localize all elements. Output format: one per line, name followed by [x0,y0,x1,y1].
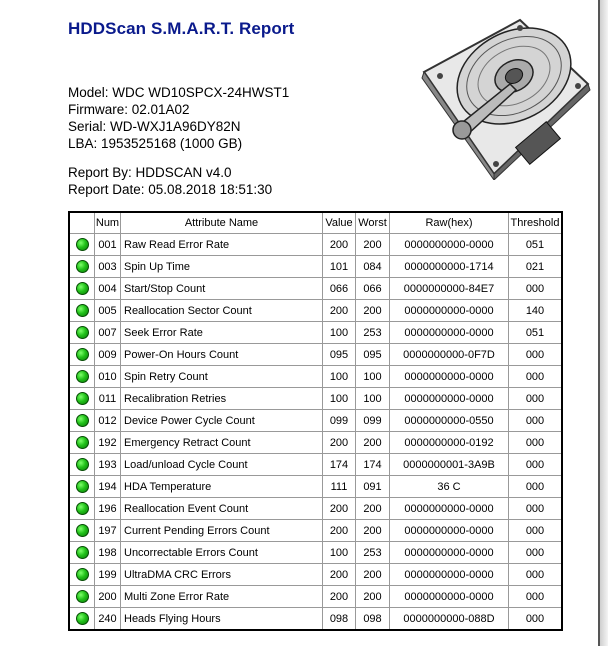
green-status-icon [76,480,89,493]
attribute-value: 100 [323,366,356,388]
attribute-worst: 100 [356,388,390,410]
attribute-value: 200 [323,300,356,322]
green-status-icon [76,590,89,603]
table-row [69,432,562,454]
attribute-raw: 36 C [390,476,509,498]
green-status-icon [76,370,89,383]
attribute-name: Spin Retry Count [121,366,323,388]
attribute-worst: 200 [356,498,390,520]
drive-info [68,84,289,152]
attribute-threshold: 000 [509,608,563,631]
worst-column-header: Worst [356,212,390,234]
attribute-threshold: 000 [509,564,563,586]
status-cell [69,454,95,476]
green-status-icon [76,414,89,427]
attribute-raw: 0000000000-0000 [390,520,509,542]
green-status-icon [76,612,89,625]
attribute-worst: 099 [356,410,390,432]
attribute-threshold: 000 [509,498,563,520]
green-status-icon [76,304,89,317]
report-date: Report Date: 05.08.2018 18:51:30 [68,182,273,197]
attribute-num: 240 [95,608,121,631]
threshold-column-header: Threshold [509,212,563,234]
table-row [69,256,562,278]
attribute-threshold: 051 [509,234,563,256]
attribute-name: Multi Zone Error Rate [121,586,323,608]
attribute-name: Uncorrectable Errors Count [121,542,323,564]
green-status-icon [76,568,89,581]
attribute-raw: 0000000000-0000 [390,564,509,586]
attribute-value: 095 [323,344,356,366]
attribute-value: 200 [323,564,356,586]
status-column-header [69,212,95,234]
table-row [69,410,562,432]
attribute-threshold: 051 [509,322,563,344]
status-cell [69,520,95,542]
table-header-row [69,212,562,234]
attribute-name: Load/unload Cycle Count [121,454,323,476]
attribute-value: 101 [323,256,356,278]
attribute-name: Recalibration Retries [121,388,323,410]
attribute-num: 001 [95,234,121,256]
report-meta [68,164,272,198]
table-row [69,520,562,542]
attribute-raw: 0000000000-1714 [390,256,509,278]
attribute-num: 199 [95,564,121,586]
attribute-raw: 0000000000-0000 [390,586,509,608]
attribute-name: Power-On Hours Count [121,344,323,366]
report-title: HDDScan S.M.A.R.T. Report [68,19,295,38]
attribute-worst: 084 [356,256,390,278]
attribute-worst: 098 [356,608,390,631]
attribute-num: 193 [95,454,121,476]
table-row [69,366,562,388]
table-row [69,542,562,564]
status-cell [69,300,95,322]
status-cell [69,344,95,366]
status-cell [69,432,95,454]
hard-drive-icon [418,14,592,180]
green-status-icon [76,392,89,405]
attribute-name: Spin Up Time [121,256,323,278]
status-cell [69,542,95,564]
attribute-name: Start/Stop Count [121,278,323,300]
attribute-worst: 200 [356,432,390,454]
attribute-name: Heads Flying Hours [121,608,323,631]
attribute-raw: 0000000000-0000 [390,498,509,520]
table-row [69,454,562,476]
green-status-icon [76,502,89,515]
attribute-num: 194 [95,476,121,498]
window-edge-shadow [600,0,608,646]
status-cell [69,256,95,278]
status-cell [69,608,95,631]
attribute-worst: 174 [356,454,390,476]
attribute-raw: 0000000000-0000 [390,388,509,410]
attribute-threshold: 000 [509,366,563,388]
attribute-name: Emergency Retract Count [121,432,323,454]
table-row [69,344,562,366]
attribute-raw: 0000000000-0550 [390,410,509,432]
table-row [69,278,562,300]
attribute-value: 100 [323,388,356,410]
attribute-raw: 0000000001-3A9B [390,454,509,476]
drive-firmware: Firmware: 02.01A02 [68,102,190,117]
attribute-raw: 0000000000-0000 [390,300,509,322]
attribute-name: Current Pending Errors Count [121,520,323,542]
attribute-threshold: 000 [509,388,563,410]
attribute-worst: 200 [356,586,390,608]
attribute-name: Device Power Cycle Count [121,410,323,432]
attribute-value: 111 [323,476,356,498]
table-row [69,322,562,344]
green-status-icon [76,436,89,449]
attribute-worst: 066 [356,278,390,300]
value-column-header: Value [323,212,356,234]
attribute-worst: 200 [356,234,390,256]
attribute-worst: 253 [356,542,390,564]
table-row [69,476,562,498]
attribute-raw: 0000000000-0192 [390,432,509,454]
status-cell [69,322,95,344]
table-row [69,498,562,520]
attribute-value: 200 [323,234,356,256]
status-cell [69,498,95,520]
attribute-worst: 100 [356,366,390,388]
attribute-worst: 200 [356,300,390,322]
table-row [69,586,562,608]
attribute-threshold: 021 [509,256,563,278]
attribute-raw: 0000000000-0000 [390,322,509,344]
status-cell [69,278,95,300]
attribute-name: Reallocation Sector Count [121,300,323,322]
name-column-header: Attribute Name [121,212,323,234]
drive-serial: Serial: WD-WXJ1A96DY82N [68,119,241,134]
attribute-threshold: 000 [509,432,563,454]
attribute-value: 100 [323,542,356,564]
attribute-value: 200 [323,432,356,454]
attribute-num: 200 [95,586,121,608]
attribute-num: 010 [95,366,121,388]
attribute-value: 200 [323,520,356,542]
attribute-value: 200 [323,498,356,520]
green-status-icon [76,326,89,339]
attribute-threshold: 000 [509,344,563,366]
attribute-value: 174 [323,454,356,476]
table-row [69,608,562,631]
attribute-name: UltraDMA CRC Errors [121,564,323,586]
attribute-threshold: 000 [509,410,563,432]
num-column-header: Num [95,212,121,234]
status-cell [69,586,95,608]
attribute-worst: 200 [356,564,390,586]
attribute-num: 011 [95,388,121,410]
attribute-threshold: 000 [509,586,563,608]
attribute-value: 100 [323,322,356,344]
green-status-icon [76,348,89,361]
attribute-worst: 253 [356,322,390,344]
attribute-num: 197 [95,520,121,542]
attribute-num: 004 [95,278,121,300]
status-cell [69,476,95,498]
attribute-raw: 0000000000-088D [390,608,509,631]
table-row [69,564,562,586]
attribute-name: Reallocation Event Count [121,498,323,520]
attribute-raw: 0000000000-0000 [390,366,509,388]
report-by: Report By: HDDSCAN v4.0 [68,165,232,180]
attribute-threshold: 000 [509,542,563,564]
attribute-name: Raw Read Error Rate [121,234,323,256]
drive-model: Model: WDC WD10SPCX-24HWST1 [68,85,290,100]
attribute-value: 098 [323,608,356,631]
attribute-raw: 0000000000-84E7 [390,278,509,300]
green-status-icon [76,524,89,537]
attribute-num: 192 [95,432,121,454]
attribute-threshold: 000 [509,476,563,498]
attribute-threshold: 000 [509,454,563,476]
green-status-icon [76,282,89,295]
attribute-raw: 0000000000-0000 [390,234,509,256]
green-status-icon [76,260,89,273]
attribute-num: 005 [95,300,121,322]
attribute-threshold: 000 [509,520,563,542]
raw-column-header: Raw(hex) [390,212,509,234]
attribute-num: 003 [95,256,121,278]
attribute-value: 200 [323,586,356,608]
attribute-num: 012 [95,410,121,432]
attribute-value: 099 [323,410,356,432]
status-cell [69,410,95,432]
attribute-value: 066 [323,278,356,300]
green-status-icon [76,546,89,559]
attribute-worst: 200 [356,520,390,542]
attribute-num: 009 [95,344,121,366]
attribute-num: 198 [95,542,121,564]
status-cell [69,366,95,388]
status-cell [69,388,95,410]
attribute-name: Seek Error Rate [121,322,323,344]
status-cell [69,564,95,586]
green-status-icon [76,238,89,251]
green-status-icon [76,458,89,471]
attribute-threshold: 140 [509,300,563,322]
table-row [69,300,562,322]
table-row [69,388,562,410]
attribute-name: HDA Temperature [121,476,323,498]
smart-attributes-table [68,211,563,631]
attribute-raw: 0000000000-0F7D [390,344,509,366]
drive-lba: LBA: 1953525168 (1000 GB) [68,136,243,151]
attribute-threshold: 000 [509,278,563,300]
attribute-worst: 095 [356,344,390,366]
attribute-worst: 091 [356,476,390,498]
attribute-num: 196 [95,498,121,520]
status-cell [69,234,95,256]
attribute-raw: 0000000000-0000 [390,542,509,564]
attribute-num: 007 [95,322,121,344]
table-row [69,234,562,256]
